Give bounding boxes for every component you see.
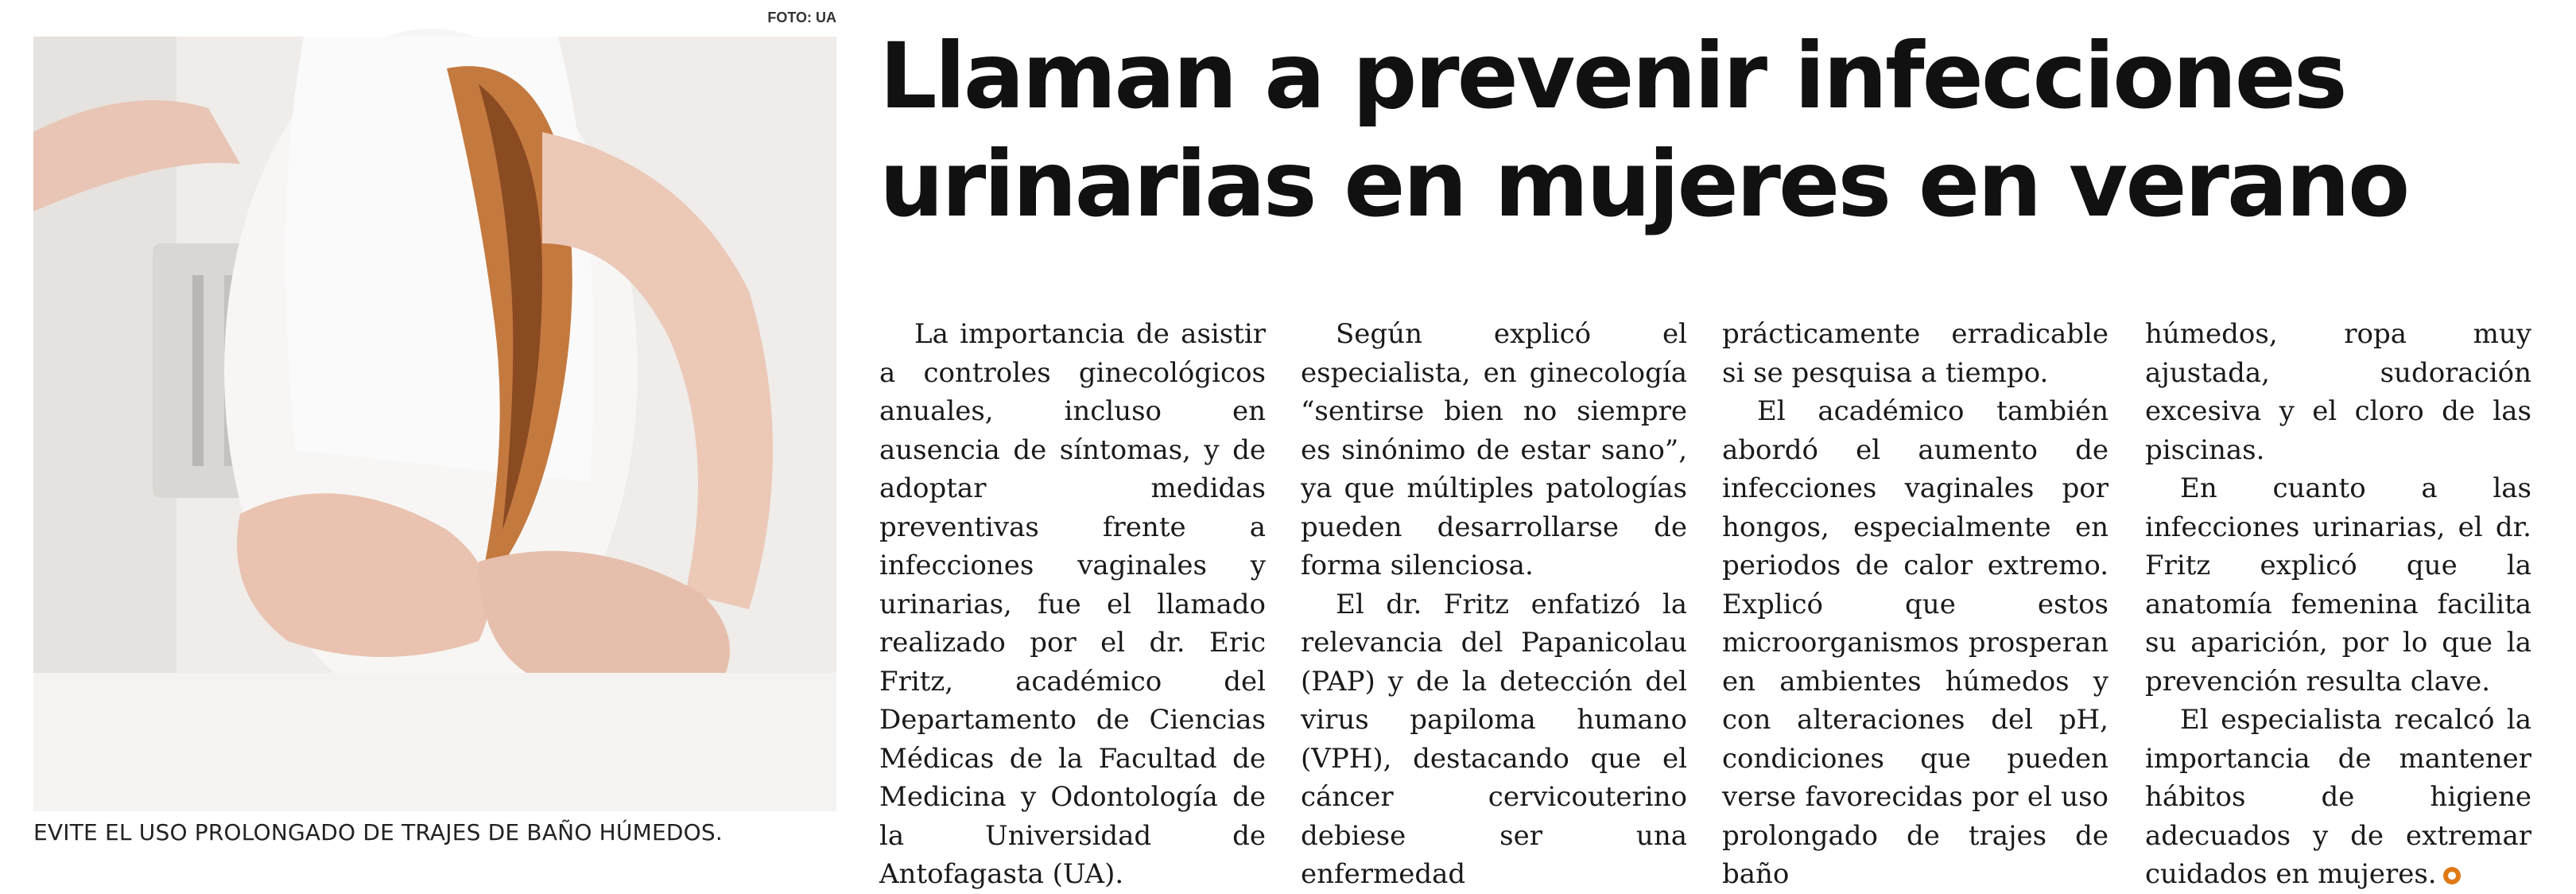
paragraph [2145, 701, 2531, 894]
article-column-3 [1722, 315, 2109, 890]
paragraph: La importancia de asistir a controles ginecológicos anuales, incluso en ausencia de síntomas, y de adoptar medidas preventivas frente a infecciones vaginales y urinarias, fue el llamado realizado por el dr. Eric Fritz, académico del Departamento de Ciencias Médicas de la Facultad de Medicina y Odontología de la Universidad de Antofagasta (UA). [879, 318, 1266, 890]
article-photo [33, 37, 836, 811]
article-headline: Llaman a prevenir infecciones urinarias en mujeres en verano [879, 23, 2408, 237]
paragraph-text: El especialista recalcó la importancia de mantener hábitos de higiene adecuados y de extremar cuidados en mujeres. [2145, 704, 2531, 890]
paragraph: prácticamente erradicable si se pesquisa a tiempo. [1722, 318, 2109, 389]
article-column-2 [1301, 315, 1687, 890]
paragraph: húmedos, ropa muy ajustada, sudoración excesiva y el cloro de las piscinas. [2145, 318, 2531, 466]
paragraph: Según explicó el especialista, en ginecología “sentirse bien no siempre es sinónimo de estar sano”, ya que múltiples patologías pueden desarrollarse de forma silenciosa. [1301, 318, 1687, 581]
photo-caption: EVITE EL USO PROLONGADO DE TRAJES DE BAÑO HÚMEDOS. [33, 819, 723, 845]
article-column-4 [2145, 315, 2531, 890]
paragraph: El dr. Fritz enfatizó la relevancia del Papanicolau (PAP) y de la detección del virus papiloma humano (VPH), destacando que el cáncer cervicouterino debiese ser una enfermedad [1301, 588, 1687, 890]
article-column-1 [879, 315, 1266, 890]
paragraph: En cuanto a las infecciones urinarias, el dr. Fritz explicó que la anatomía femenina facilita su aparición, por lo que la prevención resulta clave. [2145, 472, 2531, 698]
woman-photo-illustration [33, 37, 836, 811]
paragraph: El académico también abordó el aumento de infecciones vaginales por hongos, especialmente en periodos de calor extremo. Explicó que estos microorganismos prosperan en ambientes húmedos y con alteraciones del pH, condiciones que pueden verse favorecidas por el uso prolongado de trajes de baño [1722, 395, 2109, 890]
end-of-article-icon [2443, 867, 2461, 884]
photo-credit: FOTO: UA [767, 10, 836, 25]
